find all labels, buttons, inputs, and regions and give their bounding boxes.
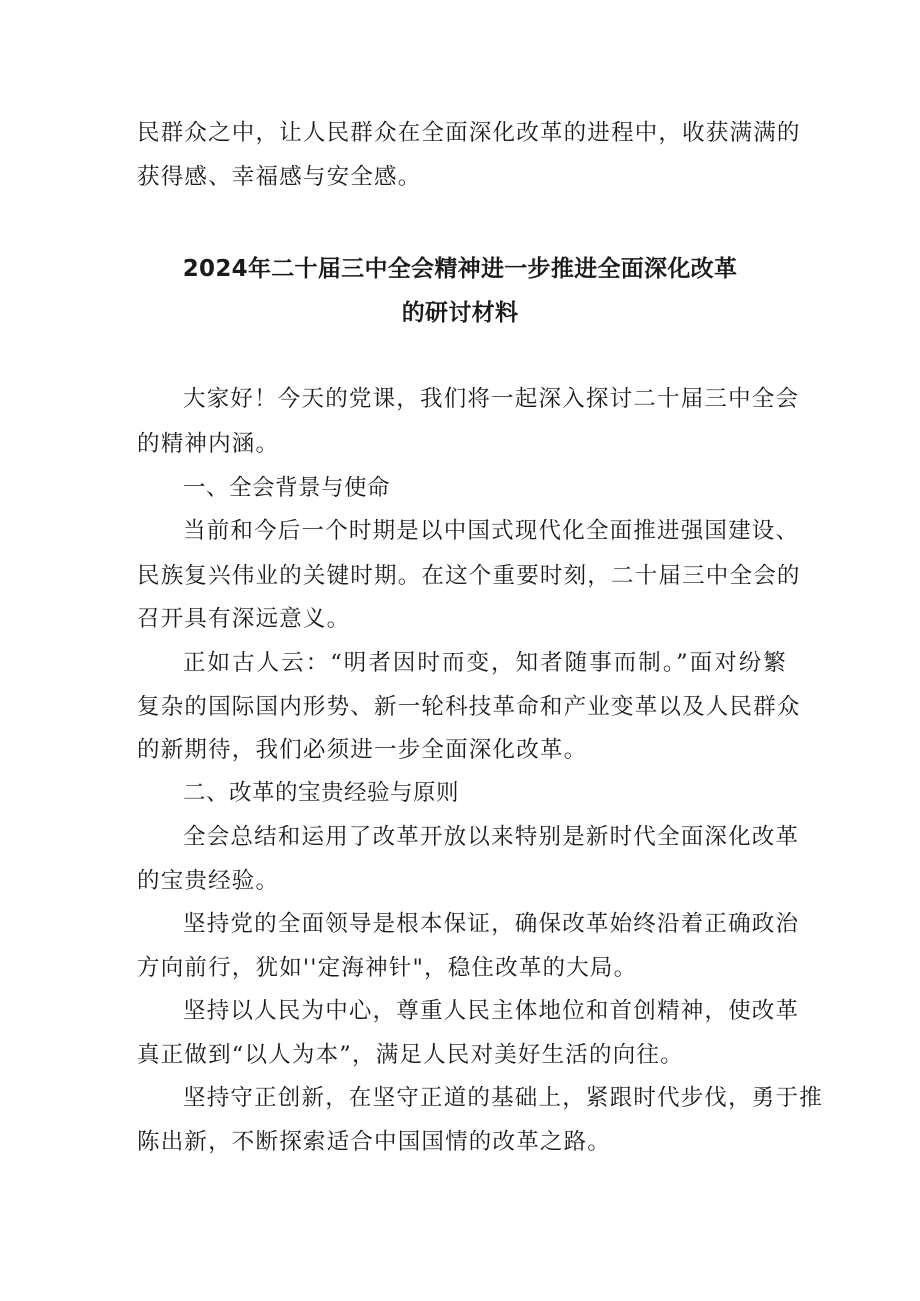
section-1-p2-line-2: 复杂的国际国内形势、新一轮科技革命和产业变革以及人民群众 <box>137 694 801 720</box>
section-1-p2-line-3: 的新期待，我们必须进一步全面深化改革。 <box>137 737 588 763</box>
section-1-heading: 一、全会背景与使命 <box>183 475 391 501</box>
intro-line-1: 民群众之中，让人民群众在全面深化改革的进程中，收获满满的 <box>137 120 801 146</box>
document-title-line-1: 2024年二十届三中全会精神进一步推进全面深化改革 <box>182 256 738 282</box>
section-2-p3-line-2: 真正做到“以人为本”，满足人民对美好生活的向往。 <box>137 1042 684 1068</box>
section-2-p4-line-2: 陈出新，不断探索适合中国国情的改革之路。 <box>137 1129 612 1155</box>
section-2-p3-line-1: 坚持以人民为中心，尊重人民主体地位和首创精神，使改革 <box>183 998 800 1024</box>
greeting-line-2: 的精神内涵。 <box>137 431 280 457</box>
document-title-line-2: 的研讨材料 <box>401 300 519 326</box>
greeting-line-1: 大家好！今天的党课，我们将一起深入探讨二十届三中全会 <box>183 386 800 412</box>
section-1-p2-line-1: 正如古人云：“明者因时而变，知者随事而制。”面对纷繁 <box>183 650 787 676</box>
section-2-p2-line-1: 坚持党的全面领导是根本保证，确保改革始终沿着正确政治 <box>183 911 800 937</box>
intro-line-2: 获得感、幸福感与安全感。 <box>137 164 422 190</box>
section-2-p1-line-2: 的宝贵经验。 <box>137 868 280 894</box>
section-1-p1-line-2: 民族复兴伟业的关键时期。在这个重要时刻，二十届三中全会的 <box>137 563 801 589</box>
section-1-p1-line-1: 当前和今后一个时期是以中国式现代化全面推进强国建设、 <box>183 518 800 544</box>
section-2-p2-line-2: 方向前行，犹如''定海神针"，稳住改革的大局。 <box>137 955 638 981</box>
section-2-p1-line-1: 全会总结和运用了改革开放以来特别是新时代全面深化改革 <box>183 824 800 850</box>
section-2-p4-line-1: 坚持守正创新，在坚守正道的基础上，紧跟时代步伐，勇于推 <box>183 1085 823 1111</box>
section-2-heading: 二、改革的宝贵经验与原则 <box>183 780 460 806</box>
section-1-p1-line-3: 召开具有深远意义。 <box>137 606 351 632</box>
